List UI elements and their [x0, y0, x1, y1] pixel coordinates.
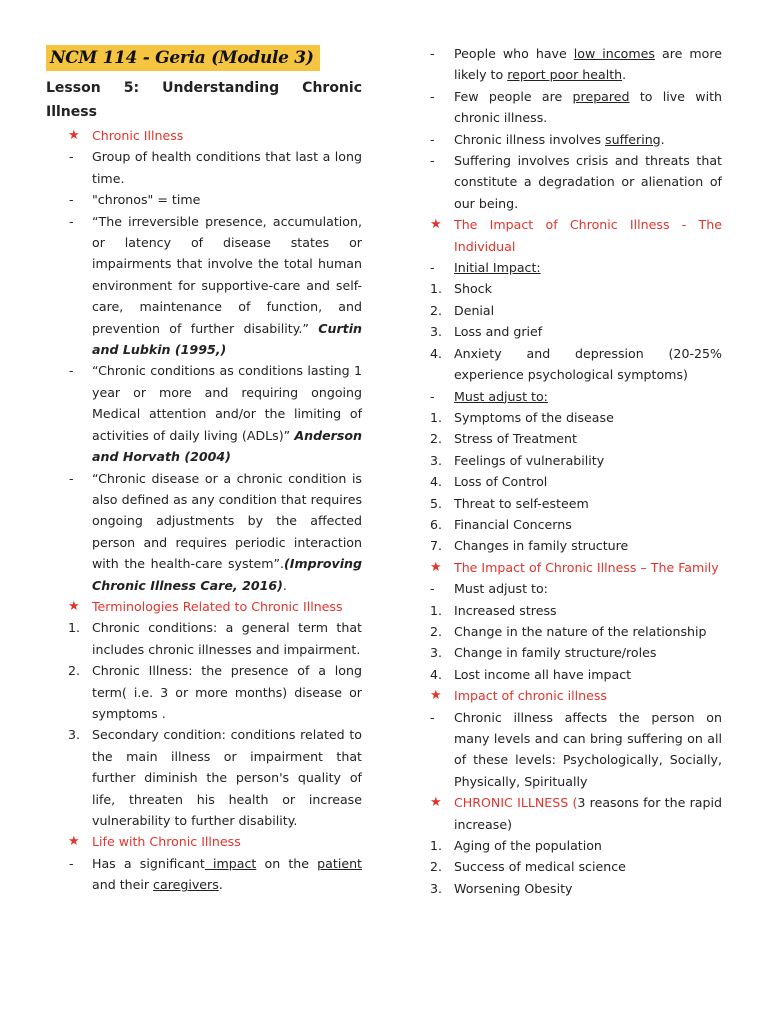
text-span: suffering	[605, 131, 661, 147]
text-span: Has a significant	[92, 855, 205, 871]
dash-bullet: -	[69, 363, 74, 379]
star-icon: ★	[430, 795, 442, 811]
citation: Anderson and Horvath (2004)	[92, 427, 362, 465]
dash-bullet: -	[69, 855, 74, 871]
text-span: Lost income all have impact	[454, 666, 632, 682]
dash-bullet: -	[69, 192, 74, 208]
star-icon: ★	[430, 688, 442, 704]
text-span: Few people are	[454, 88, 573, 104]
star-icon: ★	[68, 834, 80, 850]
list-item	[428, 578, 722, 599]
text-span: Success of medical science	[454, 859, 626, 875]
text-span: Change in family structure/roles	[454, 645, 657, 661]
text-span: Impact of chronic illness	[454, 688, 607, 704]
numbered-item	[428, 664, 722, 685]
section-heading	[428, 557, 722, 578]
text-span: “Chronic conditions as conditions lasting 1 year or more and requiring ongoing Medical attention and/or the limiting of activities of daily living (ADLs)”	[92, 363, 362, 443]
text-span: Chronic illness affects the person on many levels and can bring suffering on all of these levels: Psychologically, Socially, Physically, Spiritually	[454, 709, 722, 789]
numbered-item	[428, 300, 722, 321]
page-title: NCM 114 - Geria (Module 3)	[46, 45, 320, 71]
text-span: Life with Chronic Illness	[92, 834, 241, 850]
star-icon: ★	[68, 598, 80, 614]
list-item	[46, 211, 362, 361]
text-span: 3.	[68, 727, 81, 743]
text-span: caregivers	[153, 877, 219, 893]
text-span: 3.	[430, 452, 443, 468]
section-heading	[428, 685, 722, 706]
text-span: low incomes	[573, 46, 655, 61]
dash-bullet: -	[430, 46, 435, 61]
section-heading	[428, 214, 722, 257]
text-span: Feelings of vulnerability	[454, 452, 605, 468]
text-span: 3.	[430, 645, 443, 661]
text-span: report poor health	[507, 67, 623, 83]
star-icon: ★	[430, 217, 442, 233]
text-span: Increased stress	[454, 602, 557, 618]
text-span: Denial	[454, 302, 495, 318]
numbered-item	[428, 493, 722, 514]
lesson-number: 5:	[123, 80, 140, 96]
list-item	[428, 150, 722, 214]
text-span: 2.	[430, 302, 443, 318]
text-span: 2.	[68, 663, 81, 679]
list-item	[46, 146, 362, 189]
left-column	[46, 125, 362, 896]
text-span: The Impact of Chronic Illness - The Individual	[454, 217, 722, 254]
numbered-item	[428, 343, 722, 386]
numbered-item	[46, 724, 362, 831]
text-span: 5.	[430, 495, 443, 511]
list-item	[428, 386, 722, 407]
dash-bullet: -	[430, 131, 435, 147]
text-span: “The irreversible presence, accumulation, or latency of disease states or impairments that involve the total human environment for supportive-care and self-care, maintenance of function, and prevention of further disability.”	[92, 213, 362, 336]
text-span: patient	[317, 855, 362, 871]
text-span: Symptoms of the disease	[454, 409, 614, 425]
dash-bullet: -	[69, 470, 74, 486]
text-span: impact	[204, 855, 257, 871]
text-span: 4.	[430, 345, 443, 361]
numbered-item	[428, 428, 722, 449]
text-span: “Chronic disease or a chronic condition is also defined as any condition that requires ongoing adjustments by the affected person and requires periodic interaction with the health-care system”.	[92, 470, 362, 572]
dash-bullet: -	[430, 581, 435, 597]
text-span: 2.	[430, 859, 443, 875]
list-item	[428, 257, 722, 278]
lesson-word: Understanding	[162, 80, 280, 96]
text-span: Suffering involves crisis and threats that constitute a degradation or alienation of our being.	[454, 153, 722, 211]
list-item	[46, 468, 362, 596]
numbered-item	[428, 600, 722, 621]
list-item	[428, 707, 722, 793]
text-span: 2.	[430, 623, 443, 639]
text-span: .	[660, 131, 665, 147]
dash-bullet: -	[430, 709, 435, 725]
text-span: Must adjust to:	[454, 388, 548, 404]
list-item	[46, 360, 362, 467]
text-span: 1.	[430, 602, 443, 618]
text-span: 1.	[430, 409, 443, 425]
numbered-item	[428, 856, 722, 877]
text-span: 1.	[430, 838, 443, 854]
dash-bullet: -	[430, 260, 435, 276]
lesson-word: Illness	[46, 104, 97, 120]
section-heading	[46, 125, 362, 146]
list-item	[46, 189, 362, 210]
text-span: Loss and grief	[454, 324, 543, 340]
text-span: Chronic conditions: a general term that includes chronic illnesses and impairment.	[92, 620, 362, 657]
text-span: and their	[92, 877, 154, 893]
list-item	[428, 43, 722, 86]
numbered-item	[428, 514, 722, 535]
title-highlight	[46, 45, 320, 71]
star-icon: ★	[68, 128, 80, 143]
text-span: Threat to self-esteem	[454, 495, 589, 511]
text-span: 3.	[430, 880, 443, 896]
text-span: Chronic Illness	[92, 128, 184, 143]
text-span: on the	[256, 855, 318, 871]
text-span: Loss of Control	[454, 474, 548, 490]
text-span: 4.	[430, 666, 443, 682]
text-span: 1.	[68, 620, 81, 636]
citation: (Improving Chronic Illness Care, 2016)	[92, 556, 362, 593]
lesson-word: Lesson	[46, 80, 101, 96]
text-span: Changes in family structure	[454, 538, 629, 554]
text-span: .	[218, 877, 223, 893]
text-span: 6.	[430, 516, 443, 532]
text-span: Terminologies Related to Chronic Illness	[92, 598, 343, 614]
text-span: Must adjust to:	[454, 581, 548, 597]
numbered-item	[428, 407, 722, 428]
text-span: Initial Impact:	[454, 260, 541, 276]
numbered-item	[428, 621, 722, 642]
dash-bullet: -	[430, 388, 435, 404]
numbered-item	[46, 660, 362, 724]
text-span: CHRONIC ILLNESS (	[454, 795, 578, 811]
text-span: Anxiety and depression (20-25% experience psychological symptoms)	[454, 345, 722, 383]
text-span: 1.	[430, 281, 443, 297]
numbered-item	[46, 617, 362, 660]
lesson-heading	[46, 76, 362, 124]
list-item	[428, 129, 722, 150]
text-span: Financial Concerns	[454, 516, 572, 532]
text-span: "chronos" = time	[92, 192, 201, 208]
citation: Curtin and Lubkin (1995,)	[92, 320, 362, 358]
list-item	[428, 86, 722, 129]
text-span: prepared	[572, 88, 630, 104]
text-span: .	[282, 577, 287, 593]
star-icon: ★	[430, 559, 442, 575]
dash-bullet: -	[430, 153, 435, 169]
text-span: The Impact of Chronic Illness – The Family	[454, 559, 719, 575]
numbered-item	[428, 535, 722, 556]
section-heading	[46, 831, 362, 852]
section-heading	[46, 596, 362, 617]
text-span: 3.	[430, 324, 443, 340]
text-span: People who have	[454, 46, 574, 61]
text-span: Secondary condition: conditions related to the main illness or impairment that further diminish the person's quality of life, threaten his health or increase vulnerability to further disability.	[92, 727, 362, 828]
lesson-word: Chronic	[302, 80, 362, 96]
text-span: Worsening Obesity	[454, 880, 573, 896]
text-span: to live with chronic illness.	[454, 88, 722, 126]
text-span: .	[622, 67, 627, 83]
text-span: Aging of the population	[454, 838, 602, 854]
text-span: Change in the nature of the relationship	[454, 623, 707, 639]
dash-bullet: -	[69, 149, 74, 165]
numbered-item	[428, 321, 722, 342]
text-span: Stress of Treatment	[454, 431, 577, 447]
section-heading	[428, 792, 722, 835]
right-column	[428, 43, 722, 899]
numbered-item	[428, 450, 722, 471]
text-span: Chronic Illness: the presence of a long term( i.e. 3 or more months) disease or symptoms .	[92, 663, 362, 721]
text-span: 2.	[430, 431, 443, 447]
text-span: 4.	[430, 474, 443, 490]
numbered-item	[428, 878, 722, 899]
text-span: Group of health conditions that last a long time.	[92, 149, 362, 186]
text-span: Chronic illness involves	[454, 131, 606, 147]
text-span: Shock	[454, 281, 492, 297]
dash-bullet: -	[69, 213, 74, 229]
text-span: 3 reasons for the rapid increase)	[454, 795, 722, 832]
numbered-item	[428, 835, 722, 856]
numbered-item	[428, 642, 722, 663]
numbered-item	[428, 471, 722, 492]
list-item	[46, 853, 362, 896]
dash-bullet: -	[430, 88, 435, 104]
text-span: are more likely to	[454, 46, 722, 83]
text-span: 7.	[430, 538, 443, 554]
numbered-item	[428, 278, 722, 299]
